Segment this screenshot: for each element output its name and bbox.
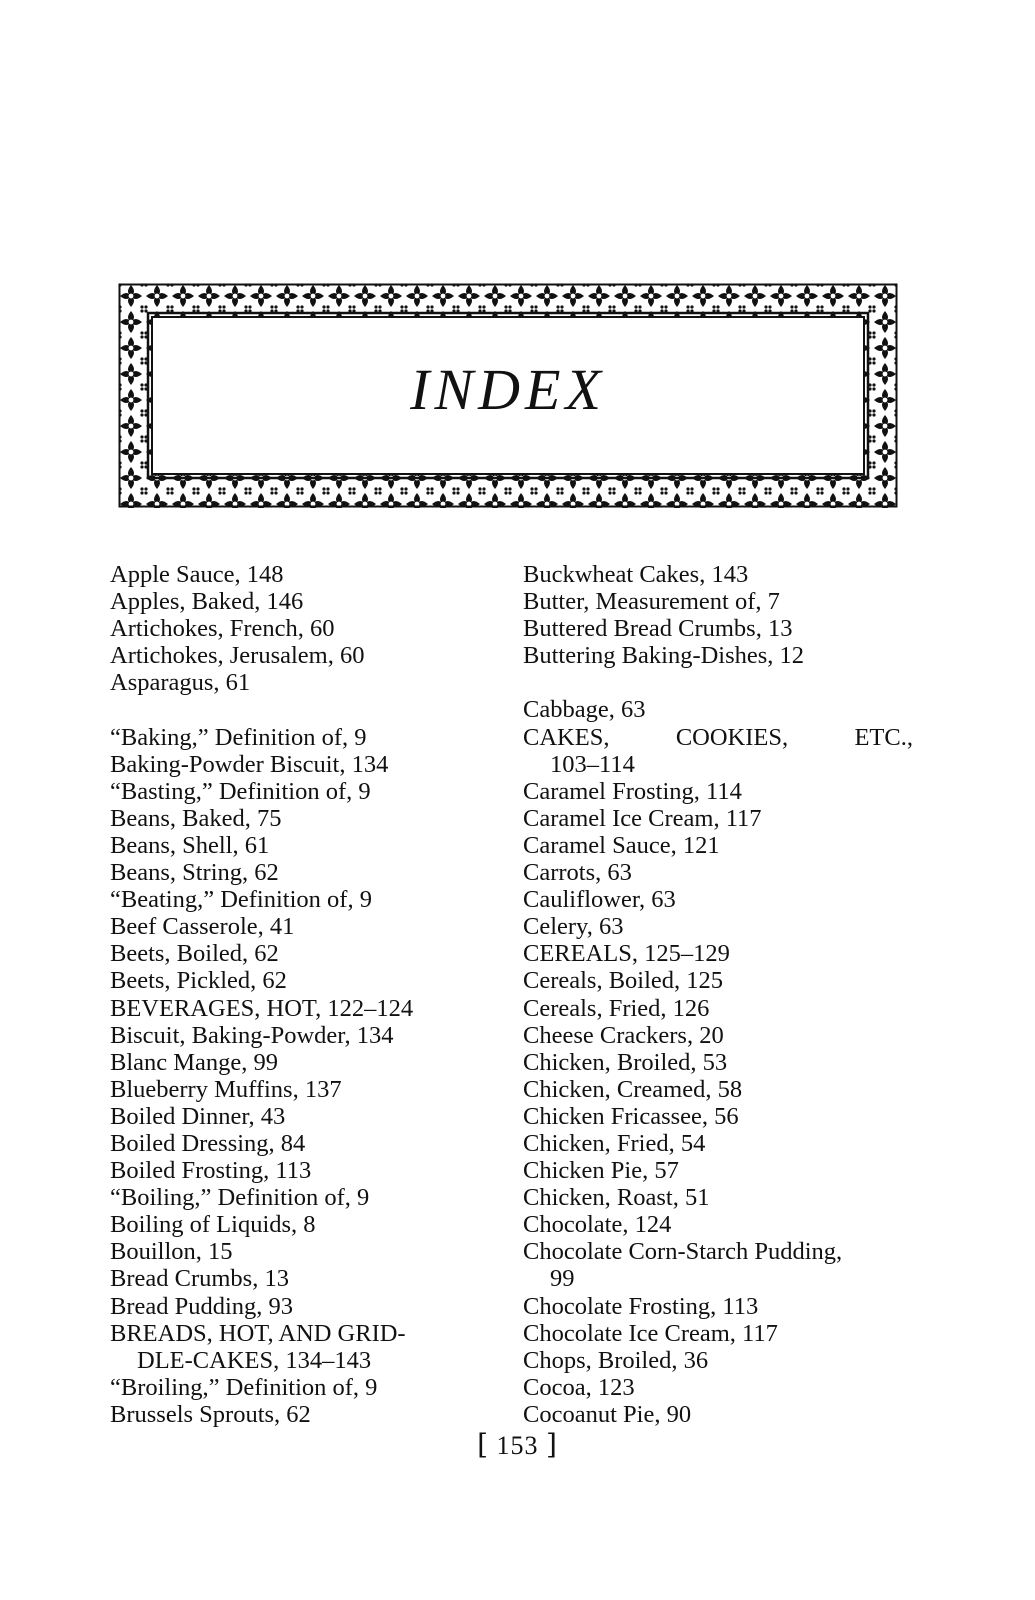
index-entry: CEREALS, 125–129 [523,940,730,968]
index-entry: Bouillon, 15 [110,1238,233,1266]
index-entry: Apples, Baked, 146 [110,588,304,616]
index-entry: Butter, Measurement of, 7 [523,588,780,616]
index-entry-chocolate-pudding: Chocolate Corn-Starch Pudding, [523,1238,843,1266]
bracket-open: [ [477,1428,489,1461]
index-entry: Boiled Dressing, 84 [110,1129,306,1157]
index-entry: Boiled Frosting, 113 [110,1157,312,1185]
index-entry: Caramel Frosting, 114 [523,777,742,805]
index-entry: Carrots, 63 [523,859,632,887]
index-entry: Bread Pudding, 93 [110,1292,294,1320]
index-entry: “Broiling,” Definition of, 9 [110,1373,378,1401]
index-entry: Chops, Broiled, 36 [523,1346,709,1374]
index-entry: Cheese Crackers, 20 [523,1021,724,1049]
index-entry: Beef Casserole, 41 [110,913,295,941]
index-entry: Boiled Dinner, 43 [110,1102,286,1130]
index-entry: Chicken, Fried, 54 [523,1129,706,1157]
index-entry: Cereals, Fried, 126 [523,994,710,1022]
index-entry: Chicken Pie, 57 [523,1157,679,1185]
index-entry: “Basting,” Definition of, 9 [110,777,371,805]
index-entry: Beets, Pickled, 62 [110,967,287,995]
index-entry: Cocoanut Pie, 90 [523,1400,692,1428]
page-number-value: 153 [496,1431,539,1460]
index-entry: Artichokes, Jerusalem, 60 [110,642,365,670]
index-entry: Chocolate Frosting, 113 [523,1292,759,1320]
index-entry: Caramel Sauce, 121 [523,831,720,859]
index-title-frame [118,283,898,508]
group-spacer [523,669,913,696]
index-entry: Bread Crumbs, 13 [110,1265,289,1293]
index-entry: Blanc Mange, 99 [110,1048,279,1076]
index-column-right [523,561,913,1428]
index-entry: “Beating,” Definition of, 9 [110,886,372,914]
cakes-part: CAKES, [523,723,610,751]
group-spacer [110,696,510,723]
index-entry: Chicken, Broiled, 53 [523,1048,728,1076]
cakes-part: ETC., [854,723,913,751]
index-entry: Apple Sauce, 148 [110,561,284,588]
index-entry: Biscuit, Baking-Powder, 134 [110,1021,394,1049]
index-entry: Blueberry Muffins, 137 [110,1075,342,1103]
index-entry-continuation: 103–114 [550,750,635,778]
index-entry: “Boiling,” Definition of, 9 [110,1184,370,1212]
title-panel [152,317,864,467]
index-entry: Chicken Fricassee, 56 [523,1102,739,1130]
index-entry: Asparagus, 61 [110,669,251,697]
index-entry: Artichokes, French, 60 [110,615,335,643]
index-entry-continuation: 99 [550,1265,575,1293]
index-entry: Boiling of Liquids, 8 [110,1211,316,1239]
index-entry: “Baking,” Definition of, 9 [110,723,367,751]
index-entry-breads: BREADS, HOT, AND GRID- [110,1319,406,1347]
index-entry: Buttering Baking-Dishes, 12 [523,642,805,670]
index-entry: Beans, String, 62 [110,859,279,887]
index-entry: Cocoa, 123 [523,1373,635,1401]
index-entry-cakes [523,724,913,751]
index-column-left [110,561,510,1428]
index-entry-continuation: DLE-CAKES, 134–143 [137,1346,372,1374]
index-entry: Chocolate, 124 [523,1211,672,1239]
index-entry: Cabbage, 63 [523,696,646,724]
index-entry: Chicken, Creamed, 58 [523,1075,743,1103]
index-entry: Buttered Bread Crumbs, 13 [523,615,793,643]
index-entry: Chocolate Ice Cream, 117 [523,1319,778,1347]
page-title: INDEX [410,356,606,422]
index-entry: Baking-Powder Biscuit, 134 [110,750,389,778]
index-entry: Buckwheat Cakes, 143 [523,561,749,588]
index-entry: Brussels Sprouts, 62 [110,1400,311,1428]
index-entry: Chicken, Roast, 51 [523,1184,710,1212]
index-entry: Beans, Shell, 61 [110,831,270,859]
index-entry: Beets, Boiled, 62 [110,940,279,968]
index-entry: Beans, Baked, 75 [110,804,282,832]
index-entry: BEVERAGES, HOT, 122–124 [110,994,414,1022]
page-number [0,1428,1035,1461]
index-entry: Cereals, Boiled, 125 [523,967,724,995]
index-entry: Caramel Ice Cream, 117 [523,804,762,832]
index-entry: Cauliflower, 63 [523,886,676,914]
index-entry: Celery, 63 [523,913,624,941]
bracket-close: ] [546,1428,558,1461]
cakes-part: COOKIES, [675,723,789,751]
